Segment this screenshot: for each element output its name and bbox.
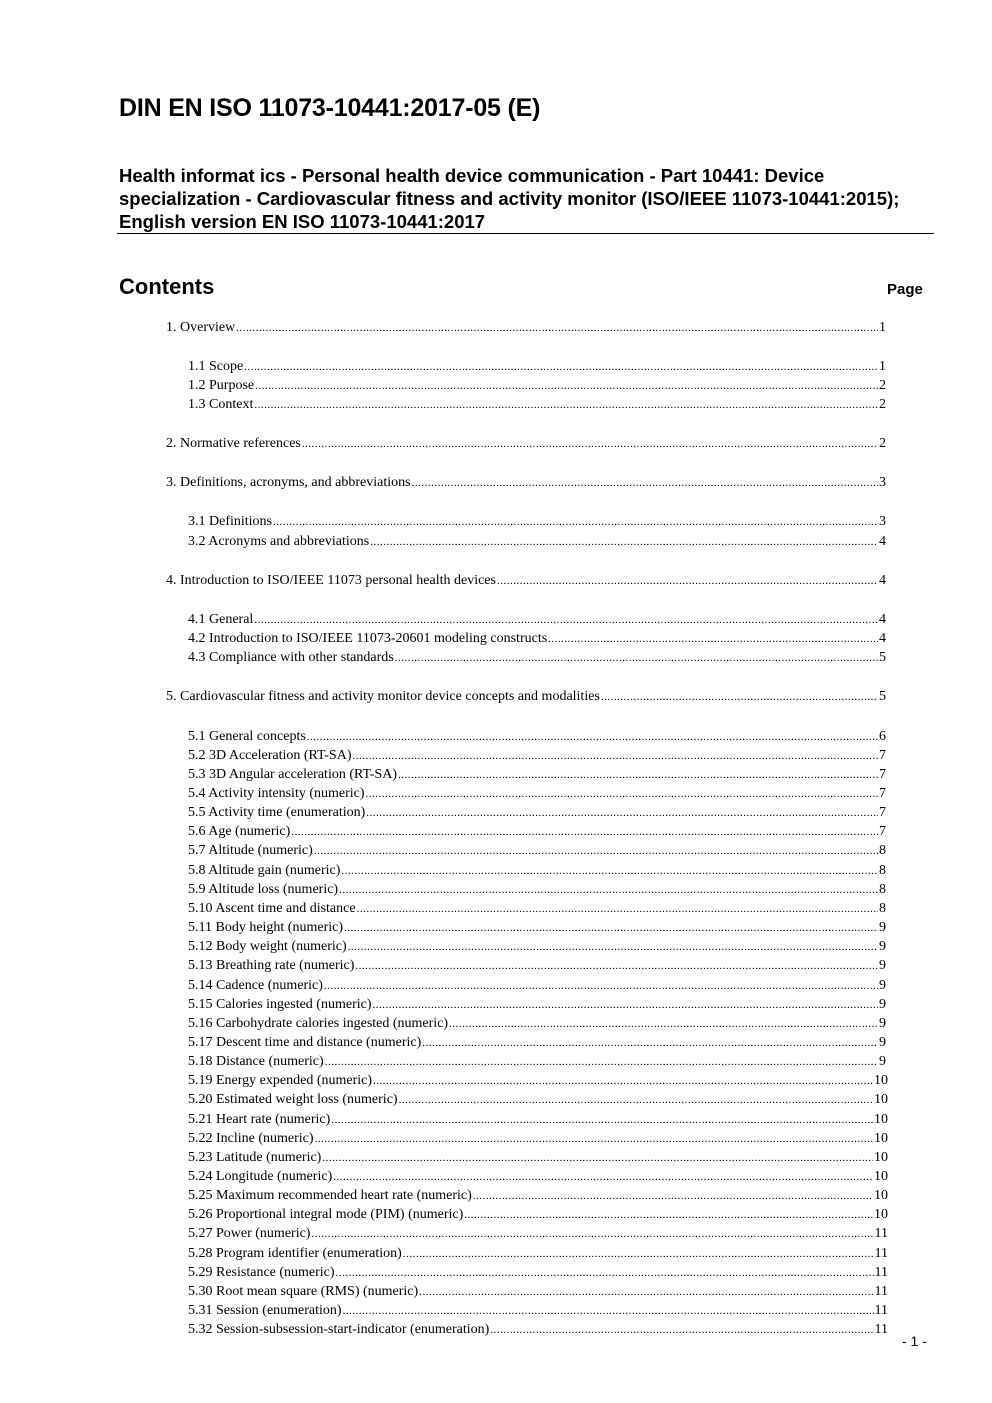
toc-entry-3[interactable] bbox=[0, 474, 992, 492]
toc-dot-leader bbox=[403, 1245, 874, 1263]
toc-dot-leader bbox=[412, 474, 878, 492]
toc-dot-leader bbox=[464, 1206, 873, 1224]
toc-entry-5-7[interactable] bbox=[0, 842, 992, 860]
toc-entry-page: 9 bbox=[879, 958, 886, 973]
toc-entry-page: 9 bbox=[879, 1035, 886, 1050]
toc-entry-5-6[interactable] bbox=[0, 823, 992, 841]
toc-dot-leader bbox=[348, 938, 878, 956]
toc-entry-page: 10 bbox=[874, 1131, 888, 1146]
toc-dot-leader bbox=[366, 804, 878, 822]
toc-dot-leader bbox=[254, 396, 878, 414]
toc-entry-page: 11 bbox=[874, 1226, 888, 1241]
toc-dot-leader bbox=[244, 358, 878, 376]
document-title: Health informat ics - Personal health device communication - Part 10441: Device specialization - Cardiovascular fitness and activity monitor (ISO/IEEE 11073-10441:2015); English version EN ISO 11073-10441:2017 bbox=[119, 165, 900, 232]
toc-entry-label: 5.24 Longitude (numeric) bbox=[188, 1169, 333, 1184]
toc-entry-label: 5.23 Latitude (numeric) bbox=[188, 1150, 322, 1165]
toc-entry-label: 2. Normative references bbox=[166, 436, 301, 451]
toc-entry-page: 11 bbox=[874, 1246, 888, 1261]
toc-dot-leader bbox=[307, 728, 878, 746]
toc-entry-label: 4. Introduction to ISO/IEEE 11073 personal health devices bbox=[166, 573, 496, 588]
toc-entry-page: 10 bbox=[874, 1112, 888, 1127]
toc-entry-page: 11 bbox=[874, 1322, 888, 1337]
toc-entry-5-23[interactable] bbox=[0, 1149, 992, 1167]
toc-entry-5-18[interactable] bbox=[0, 1053, 992, 1071]
toc-entry-label: 3.1 Definitions bbox=[188, 514, 272, 529]
toc-entry-5-21[interactable] bbox=[0, 1111, 992, 1129]
toc-entry-page: 9 bbox=[879, 939, 886, 954]
toc-entry-page: 8 bbox=[879, 882, 886, 897]
toc-dot-leader bbox=[339, 881, 878, 899]
toc-entry-page: 8 bbox=[879, 843, 886, 858]
toc-dot-leader bbox=[449, 1015, 878, 1033]
toc-entry-5-31[interactable] bbox=[0, 1302, 992, 1320]
toc-entry-page: 9 bbox=[879, 978, 886, 993]
toc-entry-5-1[interactable] bbox=[0, 728, 992, 746]
toc-entry-page: 2 bbox=[879, 397, 886, 412]
toc-entry-page: 7 bbox=[879, 805, 886, 820]
toc-entry-5-20[interactable] bbox=[0, 1091, 992, 1109]
toc-dot-leader bbox=[311, 1225, 873, 1243]
toc-entry-page: 11 bbox=[874, 1284, 888, 1299]
toc-dot-leader bbox=[355, 957, 878, 975]
toc-entry-label: 5.22 Incline (numeric) bbox=[188, 1131, 314, 1146]
toc-entry-4-3[interactable] bbox=[0, 649, 992, 667]
toc-entry-label: 5.16 Carbohydrate calories ingested (numeric) bbox=[188, 1016, 449, 1031]
toc-entry-label: 5.5 Activity time (enumeration) bbox=[188, 805, 366, 820]
title-divider bbox=[117, 233, 934, 234]
toc-dot-leader bbox=[422, 1034, 878, 1052]
toc-entry-label: 5. Cardiovascular fitness and activity monitor device concepts and modalities bbox=[166, 689, 600, 704]
toc-entry-page: 8 bbox=[879, 901, 886, 916]
toc-entry-5-12[interactable] bbox=[0, 938, 992, 956]
toc-entry-label: 5.29 Resistance (numeric) bbox=[188, 1265, 335, 1280]
toc-entry-label: 5.2 3D Acceleration (RT-SA) bbox=[188, 748, 352, 763]
toc-entry-page: 6 bbox=[879, 729, 886, 744]
toc-entry-page: 5 bbox=[879, 689, 886, 704]
toc-entry-5-30[interactable] bbox=[0, 1283, 992, 1301]
toc-dot-leader bbox=[399, 1091, 873, 1109]
toc-entry-label: 5.31 Session (enumeration) bbox=[188, 1303, 342, 1318]
toc-entry-5-19[interactable] bbox=[0, 1072, 992, 1090]
toc-entry-1-2[interactable] bbox=[0, 377, 992, 395]
toc-entry-page: 7 bbox=[879, 786, 886, 801]
toc-dot-leader bbox=[322, 1149, 873, 1167]
toc-entry-label: 1. Overview bbox=[166, 320, 236, 335]
toc-entry-label: 5.8 Altitude gain (numeric) bbox=[188, 863, 341, 878]
toc-entry-3-2[interactable] bbox=[0, 533, 992, 551]
document-id: DIN EN ISO 11073-10441:2017-05 (E) bbox=[119, 94, 541, 122]
toc-entry-label: 5.26 Proportional integral mode (PIM) (numeric) bbox=[188, 1207, 464, 1222]
toc-entry-page: 9 bbox=[879, 920, 886, 935]
toc-entry-label: 5.27 Power (numeric) bbox=[188, 1226, 311, 1241]
toc-entry-5-27[interactable] bbox=[0, 1225, 992, 1243]
toc-dot-leader bbox=[302, 435, 878, 453]
toc-entry-1-1[interactable] bbox=[0, 358, 992, 376]
toc-entry-5-8[interactable] bbox=[0, 862, 992, 880]
toc-dot-leader bbox=[255, 377, 878, 395]
toc-entry-5-15[interactable] bbox=[0, 996, 992, 1014]
toc-dot-leader bbox=[373, 996, 878, 1014]
toc-entry-page: 5 bbox=[879, 650, 886, 665]
toc-entry-4-2[interactable] bbox=[0, 630, 992, 648]
toc-entry-5-2[interactable] bbox=[0, 747, 992, 765]
toc-dot-leader bbox=[336, 1264, 874, 1282]
toc-dot-leader bbox=[315, 1130, 873, 1148]
toc-dot-leader bbox=[353, 747, 879, 765]
toc-entry-5-25[interactable] bbox=[0, 1187, 992, 1205]
toc-entry-5-29[interactable] bbox=[0, 1264, 992, 1282]
toc-dot-leader bbox=[497, 572, 878, 590]
toc-dot-leader bbox=[333, 1168, 873, 1186]
toc-dot-leader bbox=[314, 842, 878, 860]
toc-entry-page: 9 bbox=[879, 1016, 886, 1031]
toc-entry-5-10[interactable] bbox=[0, 900, 992, 918]
toc-dot-leader bbox=[366, 785, 878, 803]
toc-dot-leader bbox=[254, 611, 878, 629]
toc-entry-5-16[interactable] bbox=[0, 1015, 992, 1033]
toc-entry-label: 5.1 General concepts bbox=[188, 729, 306, 744]
toc-entry-page: 2 bbox=[879, 436, 886, 451]
toc-dot-leader bbox=[357, 900, 878, 918]
toc-entry-5[interactable] bbox=[0, 688, 992, 706]
toc-dot-leader bbox=[395, 649, 878, 667]
toc-dot-leader bbox=[398, 766, 878, 784]
toc-entry-label: 4.2 Introduction to ISO/IEEE 11073-20601 modeling constructs bbox=[188, 631, 548, 646]
toc-entry-1-3[interactable] bbox=[0, 396, 992, 414]
toc-entry-page: 3 bbox=[879, 475, 886, 490]
toc-entry-5-24[interactable] bbox=[0, 1168, 992, 1186]
toc-entry-label: 5.12 Body weight (numeric) bbox=[188, 939, 347, 954]
toc-entry-label: 3.2 Acronyms and abbreviations bbox=[188, 534, 370, 549]
toc-entry-page: 4 bbox=[879, 612, 886, 627]
toc-entry-page: 9 bbox=[879, 997, 886, 1012]
contents-heading: Contents bbox=[119, 274, 215, 299]
toc-entry-label: 1.3 Context bbox=[188, 397, 254, 412]
toc-entry-page: 7 bbox=[879, 824, 886, 839]
toc-entry-page: 8 bbox=[879, 863, 886, 878]
toc-entry-page: 11 bbox=[874, 1265, 888, 1280]
toc-entry-1[interactable] bbox=[0, 319, 992, 337]
toc-entry-label: 5.9 Altitude loss (numeric) bbox=[188, 882, 339, 897]
toc-entry-label: 5.17 Descent time and distance (numeric) bbox=[188, 1035, 422, 1050]
toc-entry-page: 11 bbox=[874, 1303, 888, 1318]
toc-dot-leader bbox=[324, 977, 878, 995]
toc-entry-4-1[interactable] bbox=[0, 611, 992, 629]
toc-entry-label: 5.10 Ascent time and distance bbox=[188, 901, 356, 916]
toc-dot-leader bbox=[490, 1321, 873, 1339]
toc-entry-label: 5.15 Calories ingested (numeric) bbox=[188, 997, 372, 1012]
toc-entry-label: 5.20 Estimated weight loss (numeric) bbox=[188, 1092, 398, 1107]
toc-entry-5-32[interactable] bbox=[0, 1321, 992, 1339]
toc-dot-leader bbox=[344, 919, 878, 937]
toc-entry-5-26[interactable] bbox=[0, 1206, 992, 1224]
toc-dot-leader bbox=[273, 513, 878, 531]
toc-entry-page: 9 bbox=[879, 1054, 886, 1069]
toc-entry-5-17[interactable] bbox=[0, 1034, 992, 1052]
toc-dot-leader bbox=[341, 862, 878, 880]
toc-entry-label: 3. Definitions, acronyms, and abbreviations bbox=[166, 475, 411, 490]
toc-entry-page: 4 bbox=[879, 534, 886, 549]
toc-dot-leader bbox=[419, 1283, 873, 1301]
toc-entry-label: 5.7 Altitude (numeric) bbox=[188, 843, 313, 858]
toc-entry-label: 5.32 Session-subsession-start-indicator (enumeration) bbox=[188, 1322, 490, 1337]
toc-dot-leader bbox=[373, 1072, 873, 1090]
toc-entry-page: 1 bbox=[879, 320, 886, 335]
toc-dot-leader bbox=[601, 688, 878, 706]
toc-entry-5-3[interactable] bbox=[0, 766, 992, 784]
toc-entry-5-22[interactable] bbox=[0, 1130, 992, 1148]
toc-entry-label: 5.11 Body height (numeric) bbox=[188, 920, 344, 935]
toc-entry-label: 5.18 Distance (numeric) bbox=[188, 1054, 324, 1069]
toc-entry-5-14[interactable] bbox=[0, 977, 992, 995]
toc-dot-leader bbox=[291, 823, 878, 841]
toc-entry-label: 5.21 Heart rate (numeric) bbox=[188, 1112, 331, 1127]
toc-entry-4[interactable] bbox=[0, 572, 992, 590]
toc-entry-5-11[interactable] bbox=[0, 919, 992, 937]
toc-entry-label: 5.25 Maximum recommended heart rate (numeric) bbox=[188, 1188, 472, 1203]
toc-entry-page: 10 bbox=[874, 1207, 888, 1222]
toc-entry-label: 4.3 Compliance with other standards bbox=[188, 650, 394, 665]
toc-entry-page: 1 bbox=[879, 359, 886, 374]
toc-entry-page: 7 bbox=[879, 748, 886, 763]
toc-entry-5-13[interactable] bbox=[0, 957, 992, 975]
toc-entry-page: 4 bbox=[879, 631, 886, 646]
page-column-heading: Page bbox=[887, 281, 923, 298]
toc-entry-page: 10 bbox=[874, 1150, 888, 1165]
toc-entry-2[interactable] bbox=[0, 435, 992, 453]
toc-entry-page: 4 bbox=[879, 573, 886, 588]
toc-dot-leader bbox=[331, 1111, 873, 1129]
toc-entry-page: 10 bbox=[874, 1073, 888, 1088]
toc-entry-page: 10 bbox=[874, 1188, 888, 1203]
toc-entry-label: 5.14 Cadence (numeric) bbox=[188, 978, 323, 993]
toc-entry-label: 4.1 General bbox=[188, 612, 254, 627]
toc-entry-label: 1.1 Scope bbox=[188, 359, 244, 374]
toc-dot-leader bbox=[370, 533, 878, 551]
toc-entry-5-28[interactable] bbox=[0, 1245, 992, 1263]
toc-entry-3-1[interactable] bbox=[0, 513, 992, 531]
toc-entry-label: 5.13 Breathing rate (numeric) bbox=[188, 958, 355, 973]
toc-entry-label: 5.6 Age (numeric) bbox=[188, 824, 291, 839]
toc-entry-page: 2 bbox=[879, 378, 886, 393]
toc-dot-leader bbox=[548, 630, 878, 648]
toc-entry-label: 5.30 Root mean square (RMS) (numeric) bbox=[188, 1284, 419, 1299]
toc-entry-label: 5.28 Program identifier (enumeration) bbox=[188, 1246, 402, 1261]
toc-dot-leader bbox=[325, 1053, 878, 1071]
toc-entry-5-5[interactable] bbox=[0, 804, 992, 822]
toc-entry-5-4[interactable] bbox=[0, 785, 992, 803]
toc-entry-page: 3 bbox=[879, 514, 886, 529]
toc-entry-label: 1.2 Purpose bbox=[188, 378, 255, 393]
footer-page-number: - 1 - bbox=[902, 1333, 927, 1349]
toc-dot-leader bbox=[343, 1302, 874, 1320]
toc-entry-page: 7 bbox=[879, 767, 886, 782]
toc-entry-5-9[interactable] bbox=[0, 881, 992, 899]
toc-dot-leader bbox=[236, 319, 878, 337]
toc-entry-page: 10 bbox=[874, 1092, 888, 1107]
toc-entry-label: 5.19 Energy expended (numeric) bbox=[188, 1073, 373, 1088]
toc-dot-leader bbox=[473, 1187, 873, 1205]
toc-entry-label: 5.4 Activity intensity (numeric) bbox=[188, 786, 365, 801]
toc-entry-page: 10 bbox=[874, 1169, 888, 1184]
toc-entry-label: 5.3 3D Angular acceleration (RT-SA) bbox=[188, 767, 397, 782]
